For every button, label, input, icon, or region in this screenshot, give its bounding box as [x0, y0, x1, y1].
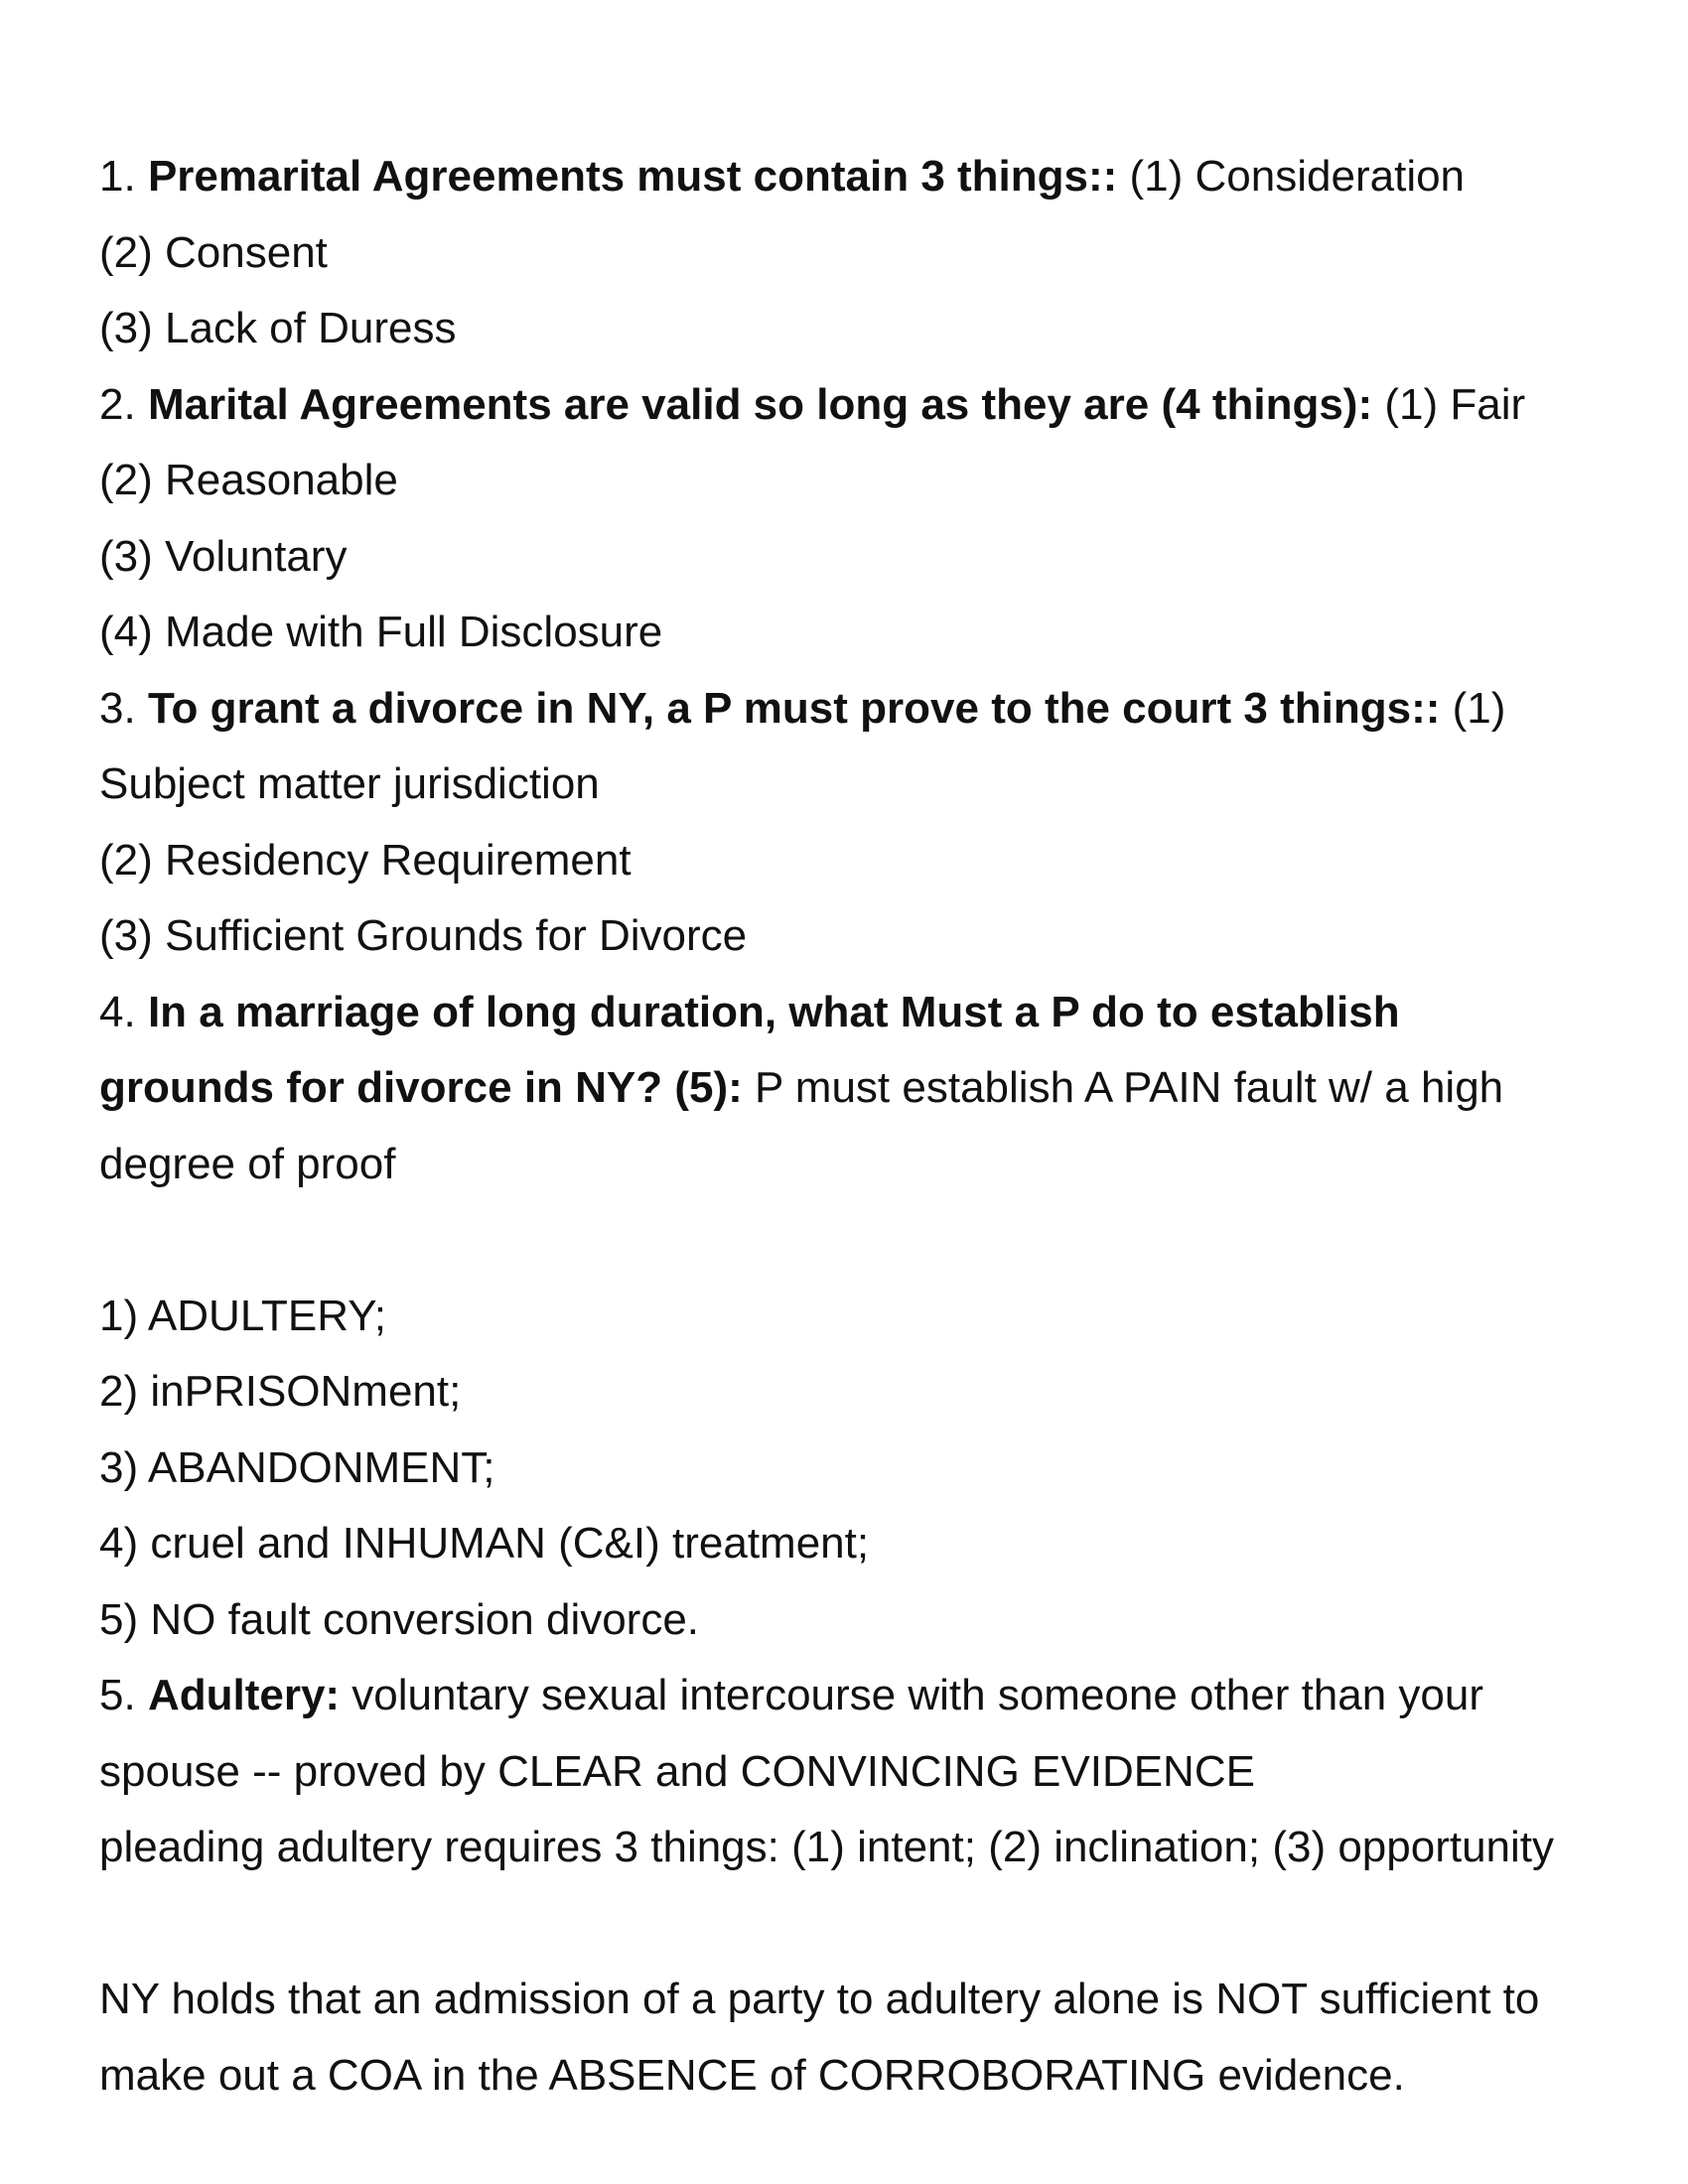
answer-line: (2) Residency Requirement: [99, 835, 632, 885]
answer-line: (2) Reasonable: [99, 456, 398, 504]
note-line: make out a COA in the ABSENCE of CORROBORATING evidence.: [99, 2050, 1405, 2100]
card-2-header: [99, 367, 1648, 444]
card-question: In a marriage of long duration, what Must a P do to establish: [147, 987, 1400, 1036]
answer-line: Subject matter jurisdiction: [99, 759, 600, 808]
answer-line: (3) Lack of Duress: [99, 304, 457, 352]
card-3-header: [99, 671, 1648, 748]
list-item: 1) ADULTERY;: [99, 1291, 386, 1340]
spacer: [99, 1202, 1648, 1279]
answer-line: degree of proof: [99, 1139, 396, 1188]
card-number: 5.: [99, 1671, 136, 1719]
card-question: grounds for divorce in NY? (5):: [99, 1063, 743, 1112]
answer-line: spouse -- proved by CLEAR and CONVINCING EVIDENCE: [99, 1746, 1255, 1796]
flashcard-document: [99, 139, 1648, 2114]
card-question: To grant a divorce in NY, a P must prove to the court 3 things::: [147, 683, 1441, 733]
card-1-header: [99, 139, 1648, 215]
card-answer: (1) Fair: [1384, 379, 1526, 429]
list-item: 4) cruel and INHUMAN (C&I) treatment;: [99, 1519, 870, 1568]
card-number: 3.: [99, 683, 136, 733]
list-item: 3) ABANDONMENT;: [99, 1442, 495, 1492]
spacer: [99, 1886, 1648, 1963]
card-4-header: [99, 975, 1648, 1051]
card-answer: P must establish A PAIN fault w/ a high: [755, 1063, 1504, 1112]
card-number: 2.: [99, 379, 136, 429]
card-question: Premarital Agreements must contain 3 things::: [147, 152, 1118, 201]
card-answer: (1): [1452, 683, 1506, 733]
answer-line: (3) Sufficient Grounds for Divorce: [99, 911, 748, 960]
card-answer: voluntary sexual intercourse with someone other than your: [352, 1671, 1484, 1719]
card-answer: (1) Consideration: [1129, 152, 1466, 201]
card-question: Adultery:: [147, 1671, 341, 1719]
card-number: 1.: [99, 152, 136, 201]
card-number: 4.: [99, 987, 136, 1036]
answer-line: (4) Made with Full Disclosure: [99, 608, 663, 656]
card-question: Marital Agreements are valid so long as they are (4 things):: [147, 379, 1373, 429]
list-item: 2) inPRISONment;: [99, 1367, 462, 1416]
note-line: NY holds that an admission of a party to adultery alone is NOT sufficient to: [99, 1975, 1540, 2023]
answer-line: (2) Consent: [99, 227, 328, 277]
card-5-header: [99, 1658, 1648, 1734]
card-4-question-cont: [99, 1050, 1648, 1127]
answer-line: pleading adultery requires 3 things: (1) intent; (2) inclination; (3) opportunity: [99, 1823, 1555, 1871]
answer-line: (3) Voluntary: [99, 531, 348, 581]
list-item: 5) NO fault conversion divorce.: [99, 1594, 700, 1644]
